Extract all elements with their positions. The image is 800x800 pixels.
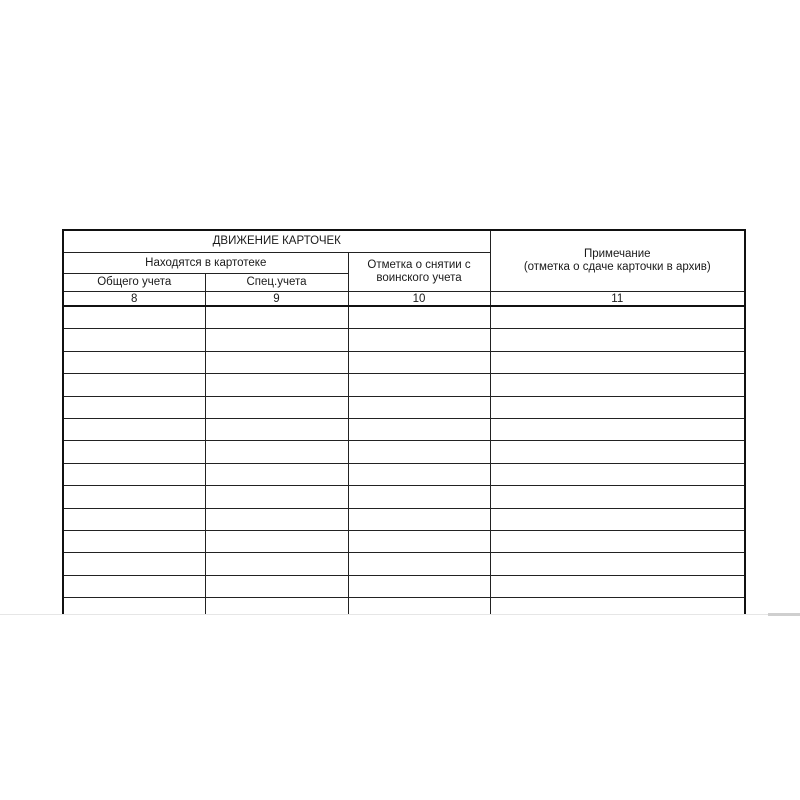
column-number: 9 (205, 292, 348, 307)
empty-cell (490, 463, 745, 485)
empty-cell (490, 508, 745, 530)
empty-cell (63, 553, 205, 575)
empty-cell (205, 396, 348, 418)
table-row (63, 374, 745, 396)
empty-cell (348, 508, 490, 530)
empty-cell (490, 329, 745, 351)
empty-cell (63, 508, 205, 530)
table-row (63, 396, 745, 418)
empty-cell (490, 306, 745, 329)
empty-cell (205, 486, 348, 508)
empty-cell (490, 351, 745, 373)
empty-cell (348, 374, 490, 396)
removal-header: Отметка о снятии с воинского учета (348, 253, 490, 292)
empty-cell (348, 396, 490, 418)
column-header-general: Общего учета (63, 274, 205, 292)
empty-cell (63, 329, 205, 351)
empty-cell (63, 374, 205, 396)
empty-cell (490, 396, 745, 418)
empty-cell (63, 486, 205, 508)
note-header (490, 230, 745, 292)
empty-cell (490, 418, 745, 440)
empty-cell (63, 418, 205, 440)
table-row (63, 329, 745, 351)
empty-cell (205, 553, 348, 575)
table-row (63, 530, 745, 552)
empty-cell (63, 575, 205, 597)
table-row (63, 508, 745, 530)
table-row (63, 418, 745, 440)
empty-cell (63, 351, 205, 373)
empty-cell (348, 553, 490, 575)
empty-cell (348, 463, 490, 485)
empty-cell (490, 374, 745, 396)
empty-cell (348, 441, 490, 463)
empty-cell (63, 530, 205, 552)
sub-group-title: Находятся в картотеке (63, 253, 348, 274)
empty-cell (63, 441, 205, 463)
empty-cell (348, 306, 490, 329)
group-title: ДВИЖЕНИЕ КАРТОЧЕК (63, 230, 490, 253)
table-row (63, 553, 745, 575)
note-title: Примечание (583, 248, 651, 260)
empty-cell (348, 329, 490, 351)
table-row (63, 351, 745, 373)
empty-cell (490, 441, 745, 463)
empty-cell (205, 530, 348, 552)
empty-cell (490, 575, 745, 597)
column-number: 11 (490, 292, 745, 307)
empty-cell (63, 306, 205, 329)
column-number: 8 (63, 292, 205, 307)
table-row (63, 441, 745, 463)
note-subtitle: (отметка о сдаче карточки в архив) (523, 261, 711, 273)
empty-cell (205, 463, 348, 485)
image-bottom-area (0, 614, 800, 800)
empty-cell (205, 441, 348, 463)
column-header-special: Спец.учета (205, 274, 348, 292)
empty-cell (348, 486, 490, 508)
empty-cell (205, 418, 348, 440)
empty-cell (348, 530, 490, 552)
empty-cell (205, 329, 348, 351)
empty-cell (348, 351, 490, 373)
table-row (63, 575, 745, 597)
empty-cell (205, 306, 348, 329)
empty-cell (63, 463, 205, 485)
column-number: 10 (348, 292, 490, 307)
card-movement-table (62, 229, 746, 644)
table-row (63, 463, 745, 485)
table-row (63, 486, 745, 508)
empty-cell (205, 351, 348, 373)
table-row (63, 306, 745, 329)
empty-cell (348, 418, 490, 440)
empty-cell (490, 530, 745, 552)
empty-cell (490, 553, 745, 575)
empty-cell (205, 374, 348, 396)
empty-cell (348, 575, 490, 597)
edge-mark (768, 613, 800, 616)
empty-cell (63, 396, 205, 418)
empty-cell (205, 575, 348, 597)
empty-cell (490, 486, 745, 508)
empty-cell (205, 508, 348, 530)
